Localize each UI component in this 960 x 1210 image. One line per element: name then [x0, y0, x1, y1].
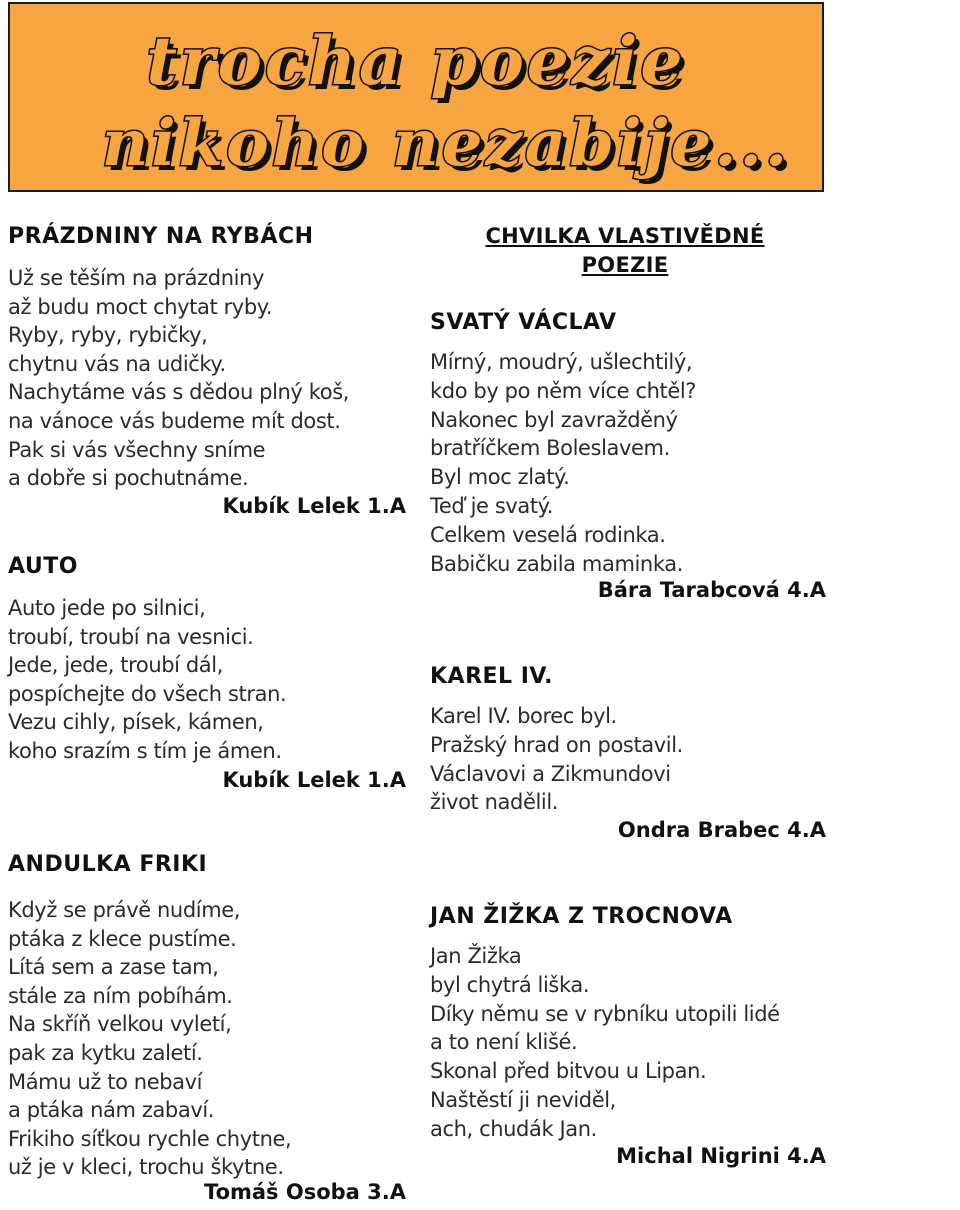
poem-line: Skonal před bitvou u Lipan. [430, 1059, 707, 1084]
poem-line: Mírný, moudrý, ušlechtilý, [430, 350, 693, 374]
poem-line: Vezu cihly, písek, kámen, [8, 710, 264, 735]
poem-line: Jan Žižka [430, 944, 522, 968]
poem-author: Ondra Brabec 4.A [617, 818, 826, 842]
poem-title-karel: KAREL IV. [430, 664, 553, 689]
poem-line: Jede, jede, troubí dál, [8, 653, 223, 678]
poem-line: pospíchejte do všech stran. [8, 681, 287, 706]
poem-line: Babičku zabila maminka. [430, 551, 683, 576]
section-header [430, 222, 820, 280]
section-header-line: POEZIE [581, 253, 669, 277]
poem-line: koho srazím s tím je ámen. [8, 738, 282, 763]
poem-author: Michal Nigrini 4.A [616, 1144, 826, 1168]
poem-line: stále za ním pobíhám. [8, 983, 233, 1008]
poem-line: chytnu vás na udičky. [8, 351, 226, 376]
poem-body-auto [8, 594, 286, 766]
poem-line: Pak si vás všechny sníme [8, 437, 266, 462]
poem-line: Auto jede po silnici, [8, 596, 206, 620]
poem-body-andulka [8, 896, 291, 1182]
poem-line: Celkem veselá rodinka. [430, 522, 666, 547]
poem-line: a to není klišé. [430, 1030, 578, 1055]
poem-title-auto: AUTO [8, 554, 78, 579]
poem-line: ach, chudák Jan. [430, 1116, 597, 1141]
poem-author: Bára Tarabcová 4.A [597, 578, 826, 602]
poem-author: Tomáš Osoba 3.A [204, 1180, 406, 1204]
poem-author: Kubík Lelek 1.A [222, 768, 406, 792]
poem-title-zizka: JAN ŽIŽKA Z TROCNOVA [430, 904, 733, 929]
poem-body-karel [430, 702, 683, 817]
poem-body-prazdniny [8, 264, 349, 493]
poem-line: Ryby, ryby, rybičky, [8, 323, 208, 348]
poem-line: pak za kytku zaletí. [8, 1040, 203, 1065]
poem-line: a dobře si pochutnáme. [8, 466, 249, 491]
poem-line: Lítá sem a zase tam, [8, 955, 219, 980]
poem-body-svaty-vaclav [430, 348, 696, 578]
banner-title-line-1: trocha poezie [146, 22, 686, 100]
poem-title-svaty-vaclav: SVATÝ VÁCLAV [430, 310, 617, 335]
poem-line: Karel IV. borec byl. [430, 704, 617, 728]
poem-line: Mámu už to nebaví [8, 1069, 203, 1094]
poem-line: na vánoce vás budeme mít dost. [8, 408, 341, 433]
poem-author: Kubík Lelek 1.A [222, 494, 406, 518]
poem-body-zizka [430, 942, 780, 1144]
poem-line: troubí, troubí na vesnici. [8, 624, 254, 649]
poem-line: Už se těším na prázdniny [8, 266, 264, 290]
poem-line: Nachytáme vás s dědou plný koš, [8, 380, 350, 405]
poem-line: Pražský hrad on postavil. [430, 732, 683, 757]
poem-line: bratříčkem Boleslavem. [430, 436, 670, 461]
section-header-line: CHVILKA VLASTIVĚDNÉ [485, 224, 765, 248]
poem-line: byl chytrá liška. [430, 972, 590, 997]
poem-line: Když se právě nudíme, [8, 898, 241, 922]
poem-line: Frikiho síťkou rychle chytne, [8, 1126, 292, 1151]
poem-line: a ptáka nám zabaví. [8, 1098, 215, 1123]
poem-line: Nakonec byl zavražděný [430, 407, 678, 432]
poem-title-prazdniny: PRÁZDNINY NA RYBÁCH [8, 224, 314, 249]
poem-title-andulka: ANDULKA FRIKI [8, 852, 208, 877]
poem-line: Naštěstí ji neviděl, [430, 1087, 616, 1112]
poem-line: život nadělil. [430, 790, 559, 815]
poem-line: kdo by po něm více chtěl? [430, 378, 697, 403]
poem-line: už je v kleci, trochu škytne. [8, 1155, 284, 1180]
poem-line: Díky němu se v rybníku utopili lidé [430, 1001, 780, 1026]
title-banner [8, 2, 824, 192]
banner-title-line-2: nikoho nezabije... [101, 106, 791, 181]
poem-line: Byl moc zlatý. [430, 465, 570, 490]
poem-line: až budu moct chytat ryby. [8, 294, 273, 319]
poem-line: Na skříň velkou vyletí, [8, 1012, 232, 1037]
poem-line: ptáka z klece pustíme. [8, 926, 237, 951]
poem-line: Václavovi a Zikmundovi [430, 761, 671, 786]
poem-line: Teď je svatý. [430, 493, 553, 518]
